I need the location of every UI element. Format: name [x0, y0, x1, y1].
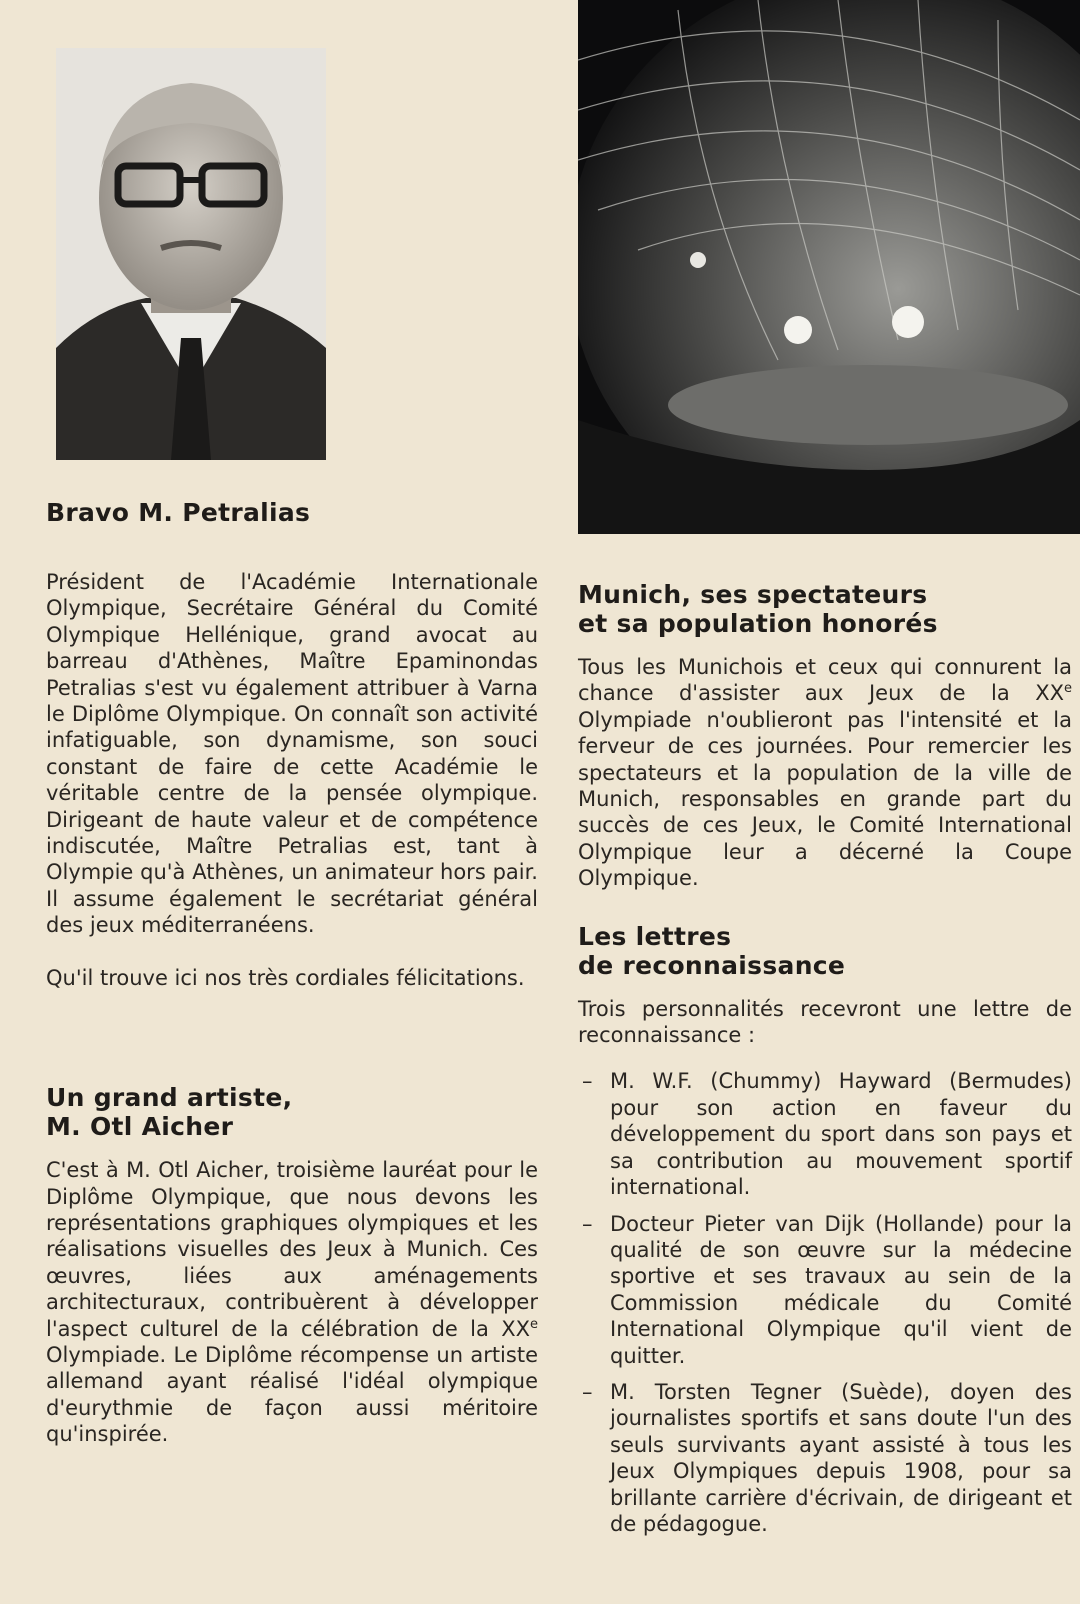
aicher-text-2: Olympiade. Le Diplôme récompense un artiste allemand ayant réalisé l'idéal olympique d'eurythmie de façon aussi méritoire qu'inspirée. [46, 1342, 538, 1447]
right-column [578, 580, 1072, 1547]
munich-paragraph [578, 654, 1072, 892]
list-dash: – [582, 1069, 593, 1094]
munich-superscript: e [1064, 681, 1072, 697]
left-column [46, 498, 538, 1448]
petralias-closing: Qu'il trouve ici nos très cordiales félicitations. [46, 965, 525, 990]
munich-heading-line1: Munich, ses spectateurs [578, 580, 928, 609]
list-item [578, 1211, 1072, 1369]
reconnaissance-list [578, 1068, 1072, 1537]
lettres-heading [578, 922, 1072, 980]
munich-heading [578, 580, 1072, 638]
lettres-heading-line1: Les lettres [578, 921, 732, 951]
aicher-text-1: C'est à M. Otl Aicher, troisième lauréat pour le Diplôme Olympique, que nous devons les représentations graphiques olympiques et les réalisations visuelles des Jeux à Munich. Ces œuvres, liées aux aménagements architecturaux, contribuèrent à développer l'aspect culturel de la célébration de la XX [46, 1158, 538, 1341]
list-item [578, 1379, 1072, 1537]
petralias-paragraph: Président de l'Académie Internationale Olympique, Secrétaire Général du Comité Olympique Hellénique, grand avocat au barreau d'Athènes, Maître Epaminondas Petralias s'est vu également attribuer à Varna le Diplôme Olympique. On connaît son activité infatiguable, son dynamisme, son souci constant de faire de cette Académie le véritable centre de la pensée olympique. Dirigeant de haute valeur et de compétence indiscutée, Maître Petralias est, tant à Olympie qu'à Athènes, un animateur hors pair. Il assume également le secrétariat général des jeux méditerranéens. [46, 570, 538, 938]
list-item-text: M. W.F. (Chummy) Hayward (Bermudes) pour son action en faveur du développement du sport dans son pays et sa contribution au mouvement sportif international. [610, 1069, 1072, 1200]
list-item [578, 1068, 1072, 1200]
list-item-text: Docteur Pieter van Dijk (Hollande) pour la qualité de son œuvre sur la médecine sportive et ses travaux au sein de la Commission médicale du Comité International Olympique qu'il vient de quitter. [610, 1211, 1072, 1368]
munich-heading-line2: et sa population honorés [578, 609, 938, 638]
list-dash: – [582, 1211, 593, 1236]
aicher-paragraph [46, 1157, 538, 1447]
aicher-superscript: e [530, 1316, 538, 1332]
lettres-heading-line2: de reconnaissance [578, 950, 846, 980]
petralias-heading: Bravo M. Petralias [46, 498, 311, 527]
munich-text-2: Olympiade n'oublieront pas l'intensité et la ferveur de ces journées. Pour remercier les spectateurs et la population de la ville de Munich, responsables en grande part du succès de ces Jeux, le Comité International Olympique leur a décerné la Coupe Olympique. [578, 707, 1072, 891]
munich-text-1: Tous les Munichois et ceux qui connurent la chance d'assister aux Jeux de la XX [578, 655, 1072, 706]
list-item-text: M. Torsten Tegner (Suède), doyen des journalistes sportifs et sans doute l'un des seuls survivants ayant assisté à tous les Jeux Olympiques depuis 1908, pour sa brillante carrière d'écrivain, de dirigeant et de pédagogue. [610, 1379, 1072, 1536]
lettres-intro: Trois personnalités recevront une lettre de reconnaissance : [578, 996, 1072, 1048]
stadium-photo [578, 0, 1080, 534]
aicher-heading-line2: M. Otl Aicher [46, 1112, 234, 1142]
aicher-heading-line1: Un grand artiste, [46, 1083, 293, 1113]
list-dash: – [582, 1379, 593, 1404]
aicher-heading [46, 1083, 538, 1141]
portrait-photo [56, 48, 326, 460]
